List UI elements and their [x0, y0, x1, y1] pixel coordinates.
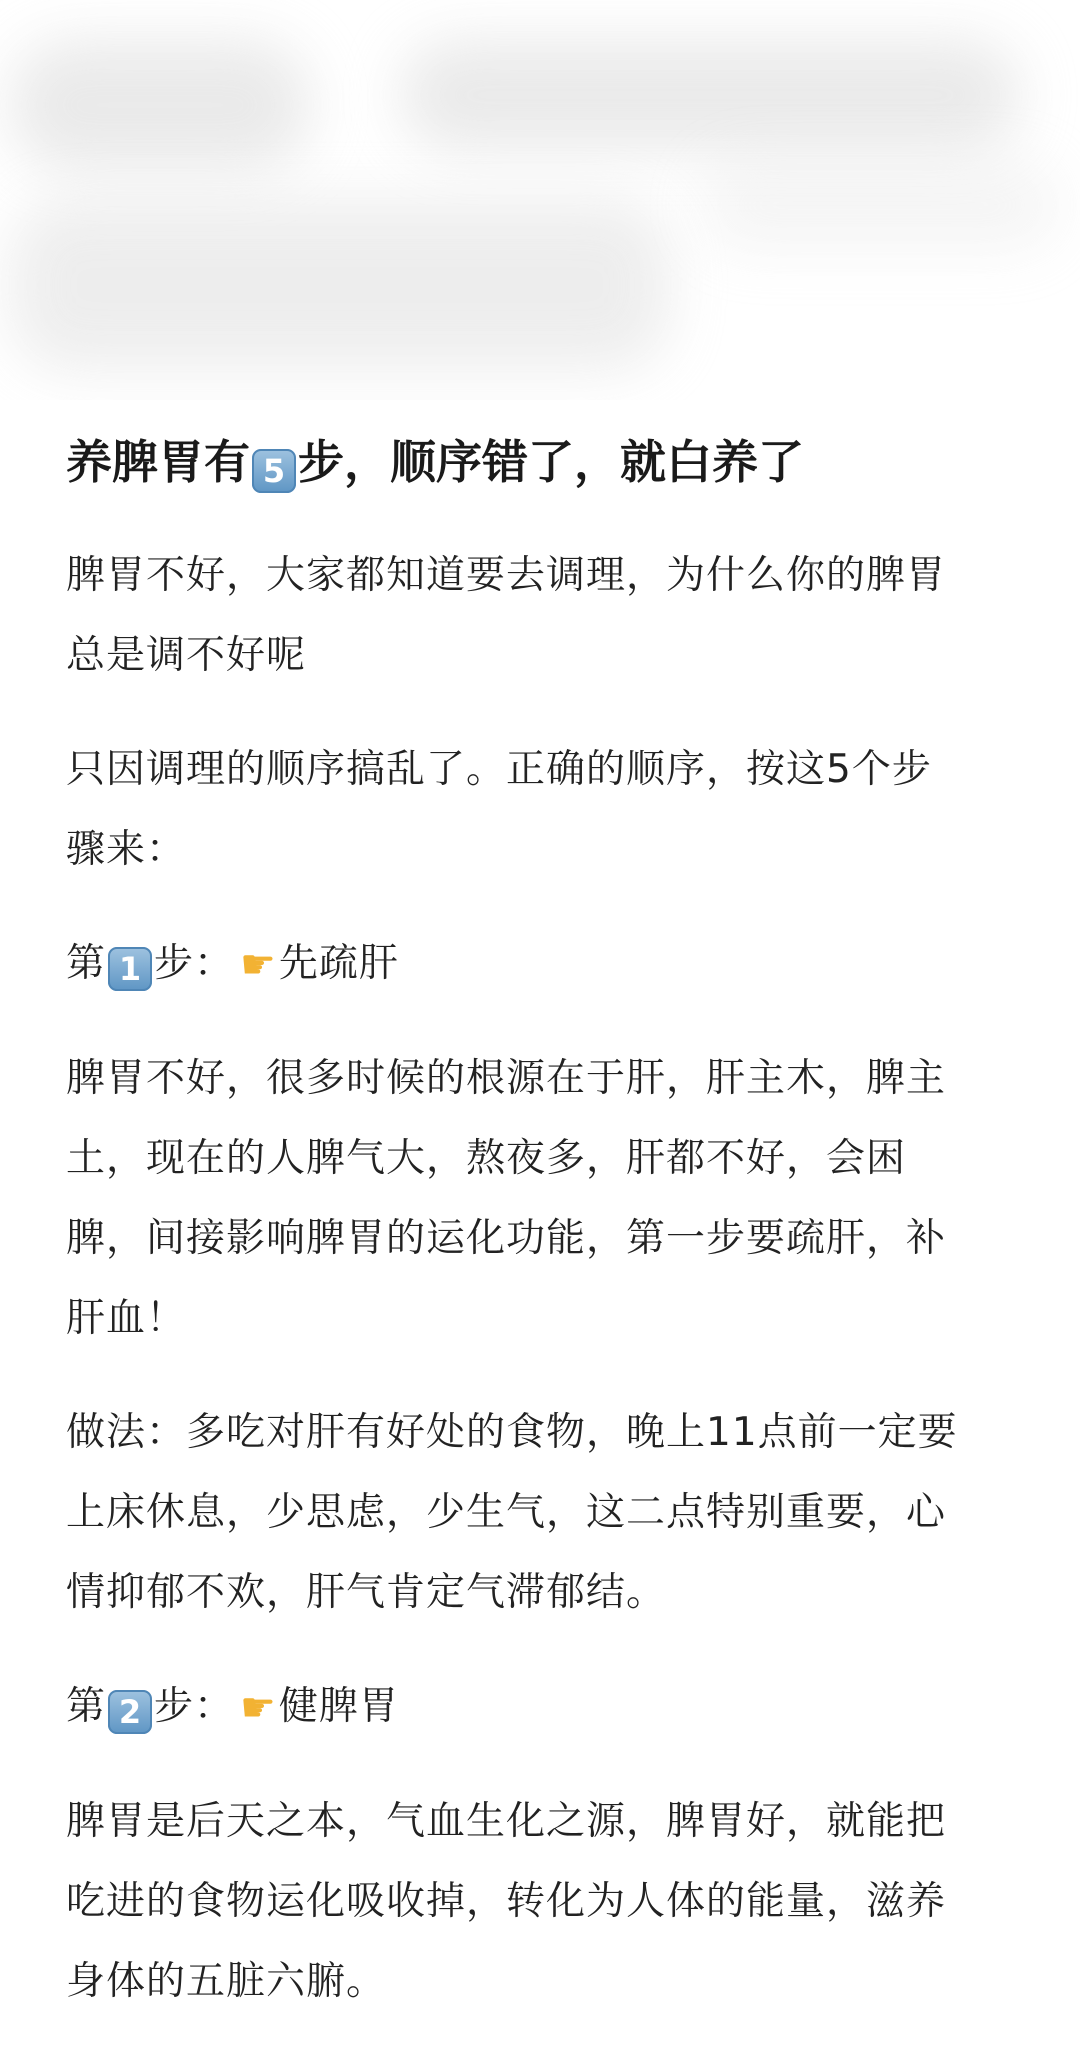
step-prefix: 第 [66, 1684, 107, 1729]
blur-region [10, 200, 670, 370]
paragraph-reason [66, 730, 1026, 890]
paragraph-line: 做法：多吃对肝有好处的食物，晚上11点前一定要 [66, 1410, 958, 1455]
blur-region [700, 160, 1060, 250]
title-text-before: 养脾胃有 [66, 435, 250, 489]
keycap-one-icon: 1 [108, 947, 152, 991]
paragraph-line: 身体的五脏六腑。 [66, 1959, 387, 2004]
paragraph-line: 上床休息，少思虑，少生气，这二点特别重要，心 [66, 1490, 947, 1535]
paragraph-line: 吃进的食物运化吸收掉，转化为人体的能量，滋养 [66, 1879, 947, 1924]
article-title [66, 430, 1026, 494]
keycap-five-icon: 5 [252, 449, 296, 493]
step-2-heading [66, 1667, 1026, 1748]
paragraph-line: 土，现在的人脾气大，熬夜多，肝都不好，会困 [66, 1136, 907, 1181]
paragraph-line: 只因调理的顺序搞乱了。正确的顺序，按这5个步 [66, 747, 932, 792]
title-text-after: 步，顺序错了，就白养了 [298, 435, 804, 489]
paragraph-line: 脾胃不好，大家都知道要去调理，为什么你的脾胃 [66, 553, 947, 598]
paragraph-line: 肝血！ [66, 1296, 187, 1341]
paragraph-step-1-method [66, 1393, 1026, 1633]
step-prefix: 第 [66, 941, 107, 986]
paragraph-line: 脾胃不好，很多时候的根源在于肝，肝主木，脾主 [66, 1056, 947, 1101]
paragraph-line: 脾胃是后天之本，气血生化之源，脾胃好，就能把 [66, 1799, 947, 1844]
paragraph-line: 总是调不好呢 [66, 633, 307, 678]
paragraph-line: 情抑郁不欢，肝气肯定气滞郁结。 [66, 1570, 667, 1615]
blur-region [400, 40, 1020, 150]
paragraph-step-1-explain [66, 1039, 1026, 1359]
pointing-right-hand-icon: ☛ [240, 1685, 277, 1731]
blurred-header-image [0, 0, 1080, 400]
paragraph-line: 脾，间接影响脾胃的运化功能，第一步要疏肝，补 [66, 1216, 947, 1261]
step-1-heading [66, 924, 1026, 1005]
paragraph-step-2-explain [66, 1782, 1026, 2022]
article-body [66, 430, 1026, 2056]
paragraph-intro [66, 536, 1026, 696]
pointing-right-hand-icon: ☛ [240, 942, 277, 988]
blur-region [10, 40, 310, 170]
keycap-two-icon: 2 [108, 1690, 152, 1734]
step-suffix: 步： [154, 1684, 235, 1729]
step-text: 先疏肝 [278, 941, 399, 986]
paragraph-line: 骤来： [66, 827, 187, 872]
step-text: 健脾胃 [278, 1684, 399, 1729]
step-suffix: 步： [154, 941, 235, 986]
